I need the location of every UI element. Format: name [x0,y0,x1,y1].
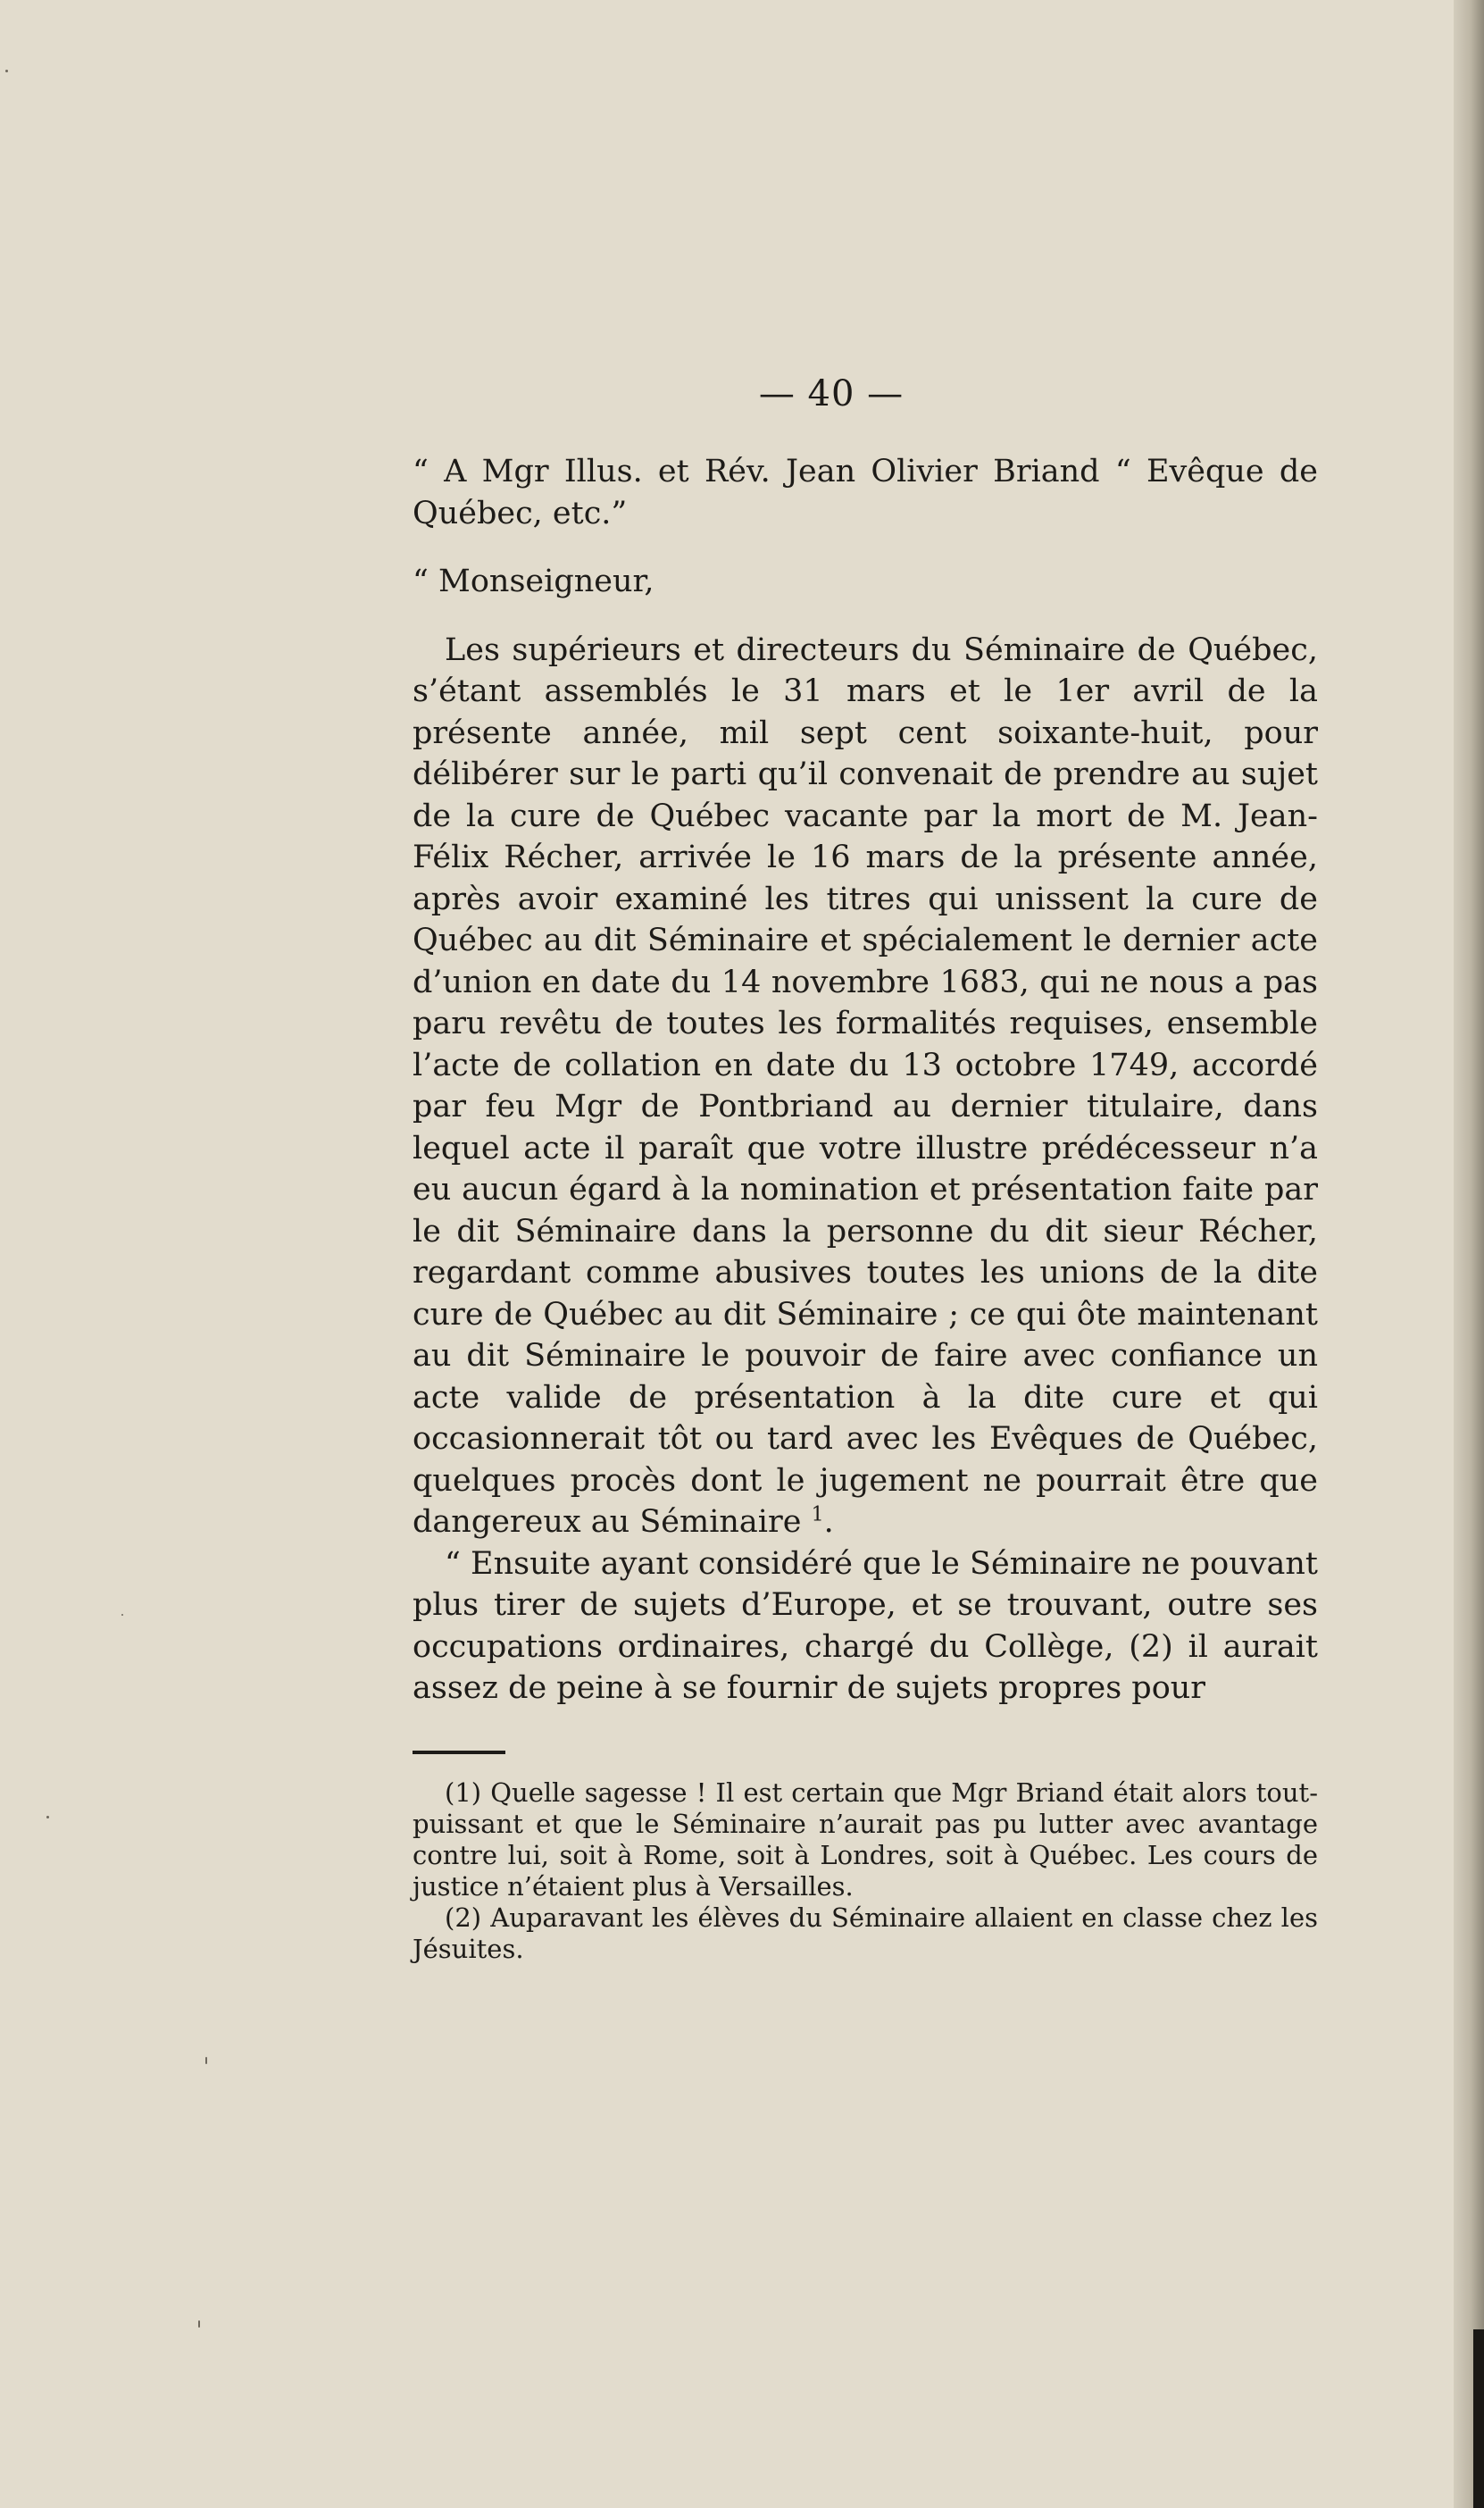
footnote [413,1777,1318,1902]
footnote-reference: 1 [811,1503,824,1526]
footnote-reference: (2) [1129,1628,1173,1665]
page-edge-strip [1473,2329,1484,2508]
footnotes [413,1777,1318,1965]
salutation: “ Monseigneur, [413,564,654,599]
footnote-text: Auparavant les élèves du Séminaire allaient en classe chez les Jésuites. [413,1902,1319,1964]
paragraph-text: “ Ensuite ayant considéré que le Séminaire ne pouvant plus tirer de sujets d’Europe, et se trouvant, outre ses occupations ordinaires, chargé du Collège, [413,1545,1318,1665]
paragraph-text: Les supérieurs et directeurs du Séminaire de Québec, s’étant assemblés le 31 mars et le 1er avril de la présente année, mil sept cent soixante-huit, pour délibérer sur le parti qu’il convenait de prendre au sujet de la cure de Québec vacante par la mort de M. Jean-Félix Récher, arrivée le 16 mars de la présente année, après avoir examiné les titres qui unissent la cure de Québec au dit Séminaire et spécialement le dernier acte d’union en date du 14 novembre 1683, qui ne nous a pas paru revêtu de toutes les formalités requises, ensemble l’acte de collation en date du 13 octobre 1749, accordé par feu Mgr de Pontbriand au dernier titulaire, dans lequel acte il paraît que votre illustre prédécesseur n’a eu aucun égard à la nomination et présentation faite par le dit Séminaire dans la personne du dit sieur Récher, regardant comme abusives toutes les unions de la dite cure de Québec au dit Séminaire ; ce qui ôte maintenant au dit Séminaire le pouvoir de faire avec confiance un acte valide de présentation à la dite cure et qui occasionnerait tôt ou tard avec les Evêques de Québec, quelques procès dont le jugement ne pourrait être que dangereux au Séminaire [413,631,1318,1540]
footnote-marker: (2) [445,1902,482,1933]
page-number: — 40 — [758,373,905,414]
paper-speck [198,2320,200,2328]
paper-speck [121,1614,123,1616]
footnote-text: Quelle sagesse ! Il est certain que Mgr Briand était alors tout-puissant et que le Séminaire n’aurait pas pu lutter avec avantage contre lui, soit à Rome, soit à Londres, soit à Québec. Les cours de justice n’étaient plus à Versailles. [413,1777,1318,1902]
paper-speck [5,70,8,72]
address-line: “ A Mgr Illus. et Rév. Jean Olivier Briand “ Evêque de Québec, etc.” [413,454,1318,531]
paper-speck [46,1816,49,1818]
body-paragraph: Les supérieurs et directeurs du Séminaire de Québec, s’étant assemblés le 31 mars et le 1er avril de la présente année, mil sept cent soixante-huit, pour délibérer sur le parti qu’il convenait de prendre au sujet de la cure de Québec vacante par la mort de M. Jean-Félix Récher, arrivée le 16 mars de la présente année, après avoir examiné les titres qui unissent la cure de Québec au dit Séminaire et spécialement le dernier acte d’union en date du 14 novembre 1683, qui ne nous a pas paru revêtu de toutes les formalités requises, ensemble l’acte de collation en date du 13 octobre 1749, accordé par feu Mgr de Pontbriand au dernier titulaire, dans lequel acte il paraît que votre illustre prédécesseur n’a eu aucun égard à la nomination et présentation faite par le dit Séminaire dans la personne du dit sieur Récher, regardant comme abusives toutes les unions de la dite cure de Québec au dit Séminaire ; ce qui ôte maintenant au dit Séminaire le pouvoir de faire avec confiance un acte valide de présentation à la dite cure et qui occasionnerait tôt ou tard avec les Evêques de Québec, quelques procès dont le jugement ne pourrait être que dangereux au Séminaire $^1$. [413,631,1318,1540]
footnote-marker: (1) [445,1777,482,1808]
paper-speck [205,2057,207,2064]
footnote [413,1902,1318,1965]
footnote-separator [413,1751,505,1754]
body-paragraph [413,1543,1318,1710]
body-text [413,451,1318,1710]
paragraph-text: il aurait assez de peine à se fournir de sujets propres pour [413,1628,1318,1706]
